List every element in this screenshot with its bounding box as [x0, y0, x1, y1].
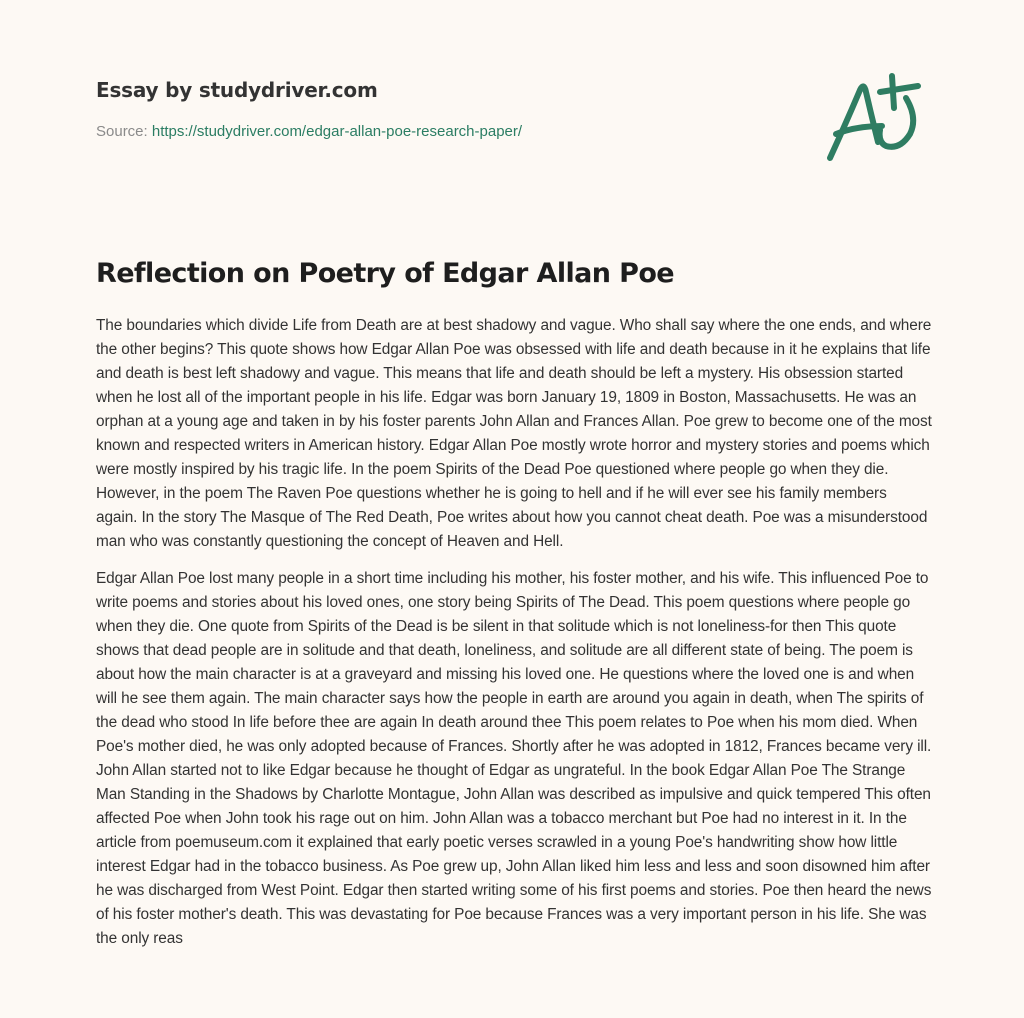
source-line [96, 122, 796, 142]
essay-body [96, 314, 932, 964]
a-plus-grade-icon [822, 68, 926, 164]
source-label: Source: [96, 123, 148, 140]
site-title: Essay by studydriver.com [96, 78, 378, 102]
essay-paragraph-1: The boundaries which divide Life from Death are at best shadowy and vague. Who shall say where the one ends, and where the other begins? This quote shows how Edgar Allan Poe was obsessed with life and death because in it he explains that life and death is best left shadowy and vague. This means that life and death should be left a mystery. His obsession started when he lost all of the important people in his life. Edgar was born January 19, 1809 in Boston, Massachusetts. He was an orphan at a young age and taken in by his foster parents John Allan and Frances Allan. Poe grew to become one of the most known and respected writers in American history. Edgar Allan Poe mostly wrote horror and mystery stories and poems which were mostly inspired by his tragic life. In the poem Spirits of the Dead Poe questioned where people go when they die. However, in the poem The Raven Poe questions whether he is going to hell and if he will ever see his family members again. In the story The Masque of The Red Death, Poe writes about how you cannot cheat death. Poe was a misunderstood man who was constantly questioning the concept of Heaven and Hell. [96, 317, 932, 550]
essay-header [96, 76, 796, 142]
essay-paragraph-2: Edgar Allan Poe lost many people in a short time including his mother, his foster mother, and his wife. This influenced Poe to write poems and stories about his loved ones, one story being Spirits of The Dead. This poem questions where people go when they die. One quote from Spirits of the Dead is be silent in that solitude which is not loneliness-for then This quote shows that dead people are in solitude and that death, loneliness, and solitude are all different state of being. The poem is about how the main character is at a graveyard and missing his loved one. He questions where the loved one is and when will he see them again. The main character says how the people in earth are around you again in death, when The spirits of the dead who stood In life before thee are again In death around thee This poem relates to Poe when his mom died. When Poe's mother died, he was only adopted because of Frances. Shortly after he was adopted in 1812, Frances became very ill. John Allan started not to like Edgar because he thought of Edgar as ungrateful. In the book Edgar Allan Poe The Strange Man Standing in the Shadows by Charlotte Montague, John Allan was described as impulsive and quick tempered This often affected Poe when John took his rage out on him. John Allan was a tobacco merchant but Poe had no interest in it. In the article from poemuseum.com it explained that early poetic verses scrawled in a young Poe's handwriting show how little interest Edgar had in the tobacco business. As Poe grew up, John Allan liked him less and less and soon disowned him after he was discharged from West Point. Edgar then started writing some of his first poems and stories. Poe then heard the news of his foster mother's death. This was devastating for Poe because Frances was a very important person in his life. She was the only reas [96, 570, 932, 947]
essay-title: Reflection on Poetry of Edgar Allan Poe [96, 258, 675, 289]
source-link[interactable]: https://studydriver.com/edgar-allan-poe-research-paper/ [151, 123, 523, 140]
